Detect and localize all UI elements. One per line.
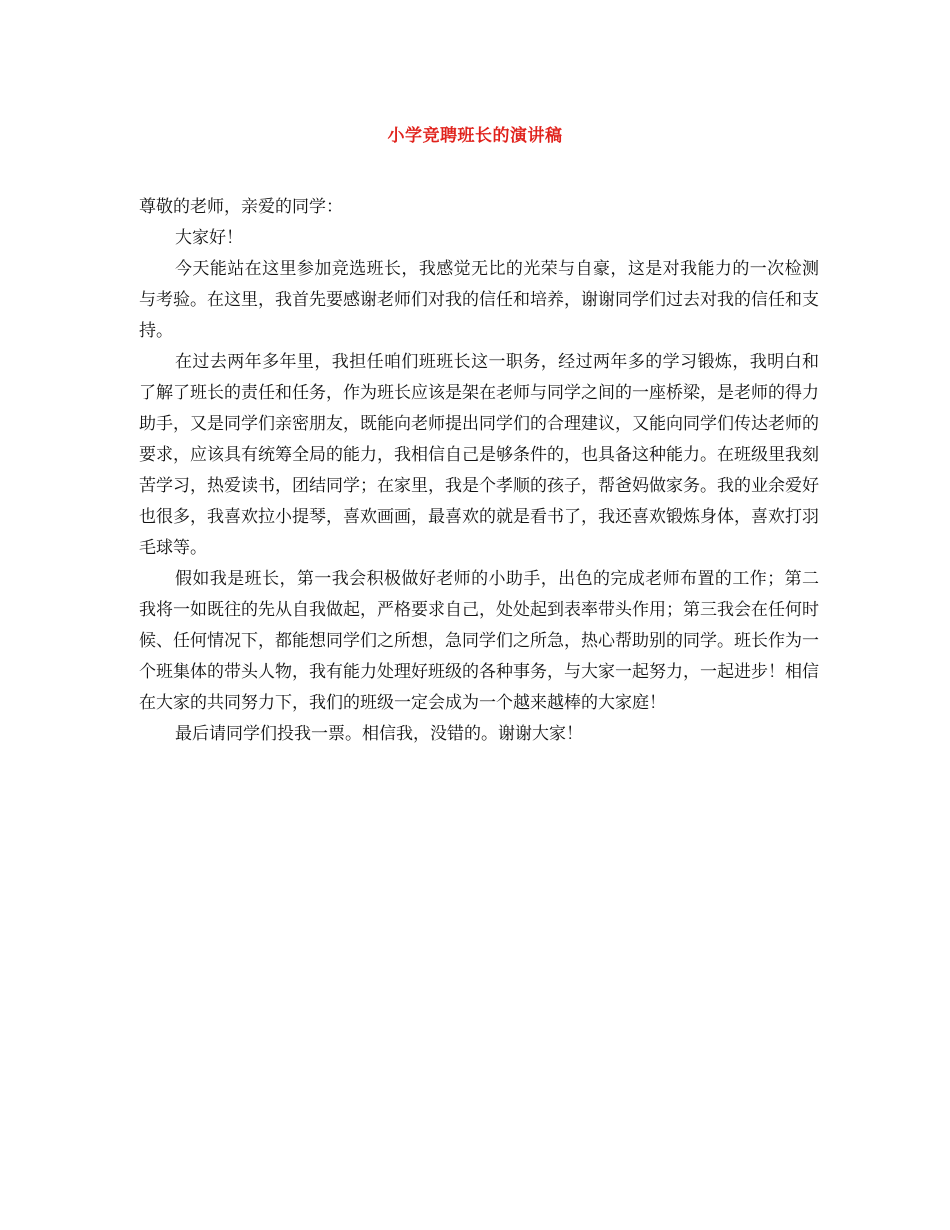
document-body [139, 192, 819, 750]
paragraph-closing: 最后请同学们投我一票。相信我，没错的。谢谢大家！ [175, 724, 583, 744]
paragraph-intro: 今天能站在这里参加竞选班长，我感觉无比的光荣与自豪，这是对我能力的一次检测与考验。在这里，我首先要感谢老师们对我的信任和培养，谢谢同学们过去对我的信任和支持。 [139, 259, 819, 341]
paragraph-greeting: 大家好！ [175, 228, 243, 248]
salutation: 尊敬的老师，亲爱的同学： [139, 197, 343, 217]
paragraph-experience: 在过去两年多年里，我担任咱们班班长这一职务，经过两年多的学习锻炼，我明白和了解了班长的责任和任务，作为班长应该是架在老师与同学之间的一座桥梁，是老师的得力助手，又是同学们亲密朋友，既能向老师提出同学们的合理建议，又能向同学们传达老师的要求，应该具有统筹全局的能力，我相信自己是够条件的，也具备这种能力。在班级里我刻苦学习，热爱读书，团结同学；在家里，我是个孝顺的孩子，帮爸妈做家务。我的业余爱好也很多，我喜欢拉小提琴，喜欢画画，最喜欢的就是看书了，我还喜欢锻炼身体，喜欢打羽毛球等。 [139, 352, 819, 558]
document-title: 小学竞聘班长的演讲稿 [387, 126, 563, 146]
paragraph-plans: 假如我是班长，第一我会积极做好老师的小助手，出色的完成老师布置的工作；第二我将一如既往的先从自我做起，严格要求自己，处处起到表率带头作用；第三我会在任何时候、任何情况下，都能想同学们之所想，急同学们之所急，热心帮助别的同学。班长作为一个班集体的带头人物，我有能力处理好班级的各种事务，与大家一起努力，一起进步！相信在大家的共同努力下，我们的班级一定会成为一个越来越棒的大家庭！ [139, 569, 819, 713]
